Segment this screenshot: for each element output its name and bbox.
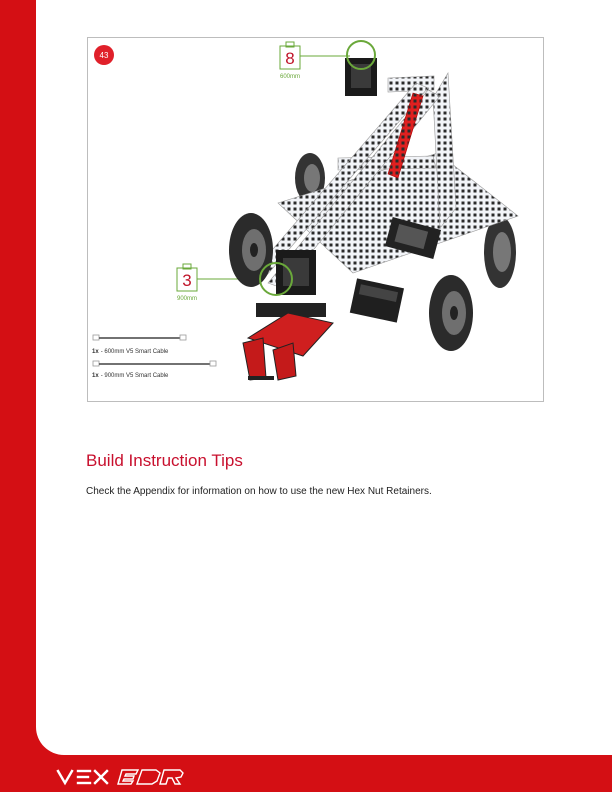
build-step-figure (87, 37, 544, 402)
section-heading: Build Instruction Tips (86, 451, 243, 470)
wheel-front-right (429, 275, 473, 351)
wheel-rear-right (484, 216, 516, 288)
claw (243, 303, 333, 380)
cable-list (92, 335, 216, 379)
callout-port-number: 8 (285, 49, 295, 68)
cable-label: 1x - 600mm V5 Smart Cable (92, 349, 169, 355)
robot-illustration (88, 38, 543, 401)
section-body: Check the Appendix for information on how to use the new Hex Nut Retainers. (86, 486, 432, 497)
step-number: 43 (99, 51, 109, 60)
cable-item (92, 361, 216, 379)
motor-port-3 (276, 250, 316, 295)
cable-label: 1x - 900mm V5 Smart Cable (92, 373, 169, 379)
callout-cable-length: 900mm (176, 296, 198, 302)
step-badge (94, 45, 114, 65)
cable-item (92, 335, 186, 355)
vex-edr-logo (56, 765, 196, 787)
port-callout-8 (280, 42, 350, 80)
callout-port-number: 3 (182, 271, 192, 290)
wheel-front-left (229, 213, 273, 287)
page (36, 0, 612, 755)
callout-cable-length: 600mm (279, 74, 301, 80)
